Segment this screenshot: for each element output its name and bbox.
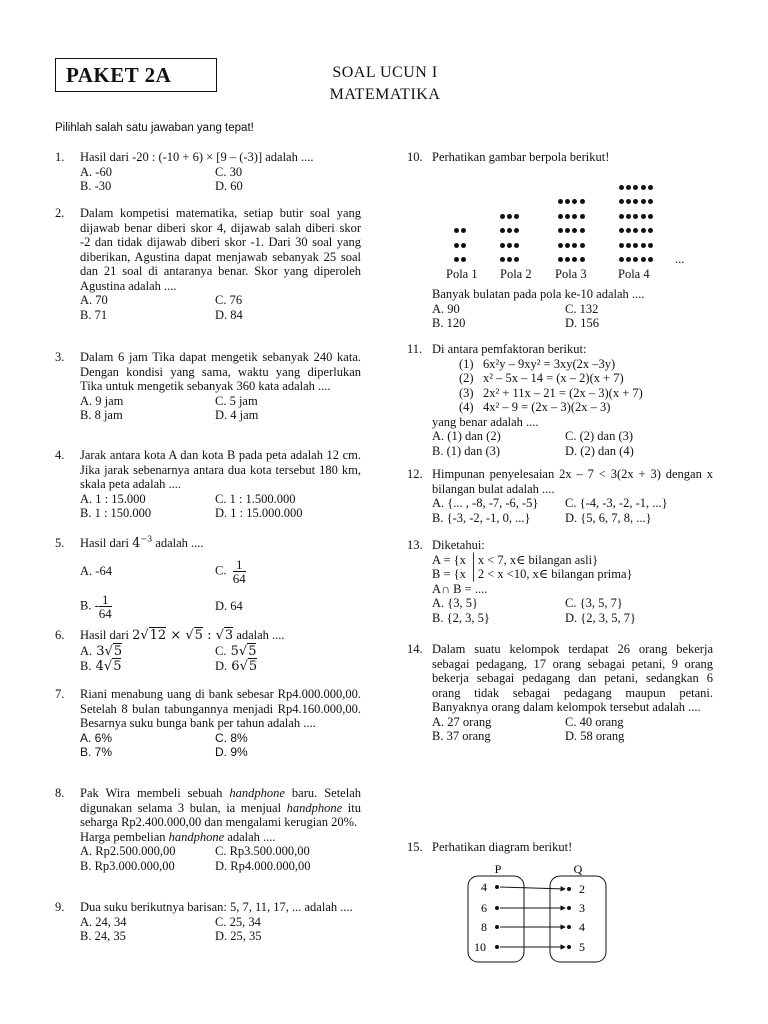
power-expression: $4^{-3}$ (132, 534, 153, 551)
pattern-2-dot (514, 228, 519, 233)
pattern-2-dot (507, 214, 512, 219)
pattern-4-dot (619, 199, 624, 204)
set-p-element: 6 (481, 901, 487, 915)
question-1 (55, 150, 361, 194)
pattern-1-dot (461, 228, 466, 233)
option-c[interactable]: C. Rp3.500.000,00 (215, 844, 310, 858)
pattern-4-dot (641, 243, 646, 248)
pola-label-2: Pola 2 (500, 267, 532, 281)
question-text: Dalam kompetisi matematika, setiap butir soal yang dijawab benar diberi skor 4, dijawab salah diberi skor -2 dan tidak dijawab diberi skor -1. Dari 30 soal yang diberikan, Agustina dapat menjawab sebanyak 25 soal dan 21 soal di antaranya benar. Skor yang diperoleh Agustina adalah .... (80, 206, 361, 293)
pattern-2-dot (507, 228, 512, 233)
option-d[interactable]: D. 58 orang (565, 729, 625, 743)
option-a[interactable]: A. 90 (432, 301, 460, 316)
pattern-3-dot (572, 228, 577, 233)
option-b[interactable]: B. 120 (432, 316, 466, 330)
set-p-dot (495, 906, 499, 910)
pattern-4-dot (633, 214, 638, 219)
option-b[interactable]: B. - $\frac{1}{64}$ (80, 591, 112, 621)
question-number: 5. (55, 536, 65, 550)
pattern-4-dot (648, 257, 653, 262)
set-q-label: Q (573, 862, 583, 876)
pattern-4-dot (626, 214, 631, 219)
option-a[interactable]: A. {... , -8, -7, -6, -5} (432, 496, 539, 510)
pattern-3-dot (558, 228, 563, 233)
arrow-diagram (462, 860, 612, 965)
option-d[interactable]: D. 25, 35 (215, 929, 262, 943)
question-10-prompt (407, 287, 713, 331)
title-line-1: SOAL UCUN I (332, 64, 438, 81)
question-number: 12. (407, 467, 423, 481)
option-a[interactable]: A. -60 (80, 164, 112, 179)
question-text: Hasil dari 2√12 × √5 : √3 adalah .... (80, 628, 285, 643)
pattern-4-dot (648, 243, 653, 248)
pattern-3-dot (558, 257, 563, 262)
question-subtext: Harga pembelian handphone adalah .... (80, 829, 276, 844)
pattern-4-dot (648, 199, 653, 204)
question-8 (55, 786, 361, 873)
pattern-4-dot (626, 243, 631, 248)
option-b[interactable]: B. {-3, -2, -1, 0, ...} (432, 510, 531, 525)
option-d[interactable]: D. 156 (565, 316, 600, 330)
option-a[interactable]: A. 3√5 (80, 643, 123, 659)
option-d[interactable]: D. (2) dan (4) (565, 443, 634, 458)
question-number: 2. (55, 206, 65, 220)
radical-expression: 2√12 × √5 : √3 (132, 628, 234, 643)
factor-item-2: (2) x² – 5x – 14 = (x – 2)(x + 7) (459, 371, 624, 385)
option-d[interactable]: D. {5, 6, 7, 8, ...} (565, 510, 652, 525)
option-c[interactable]: C. 25, 34 (215, 914, 261, 929)
pattern-3-dot (580, 214, 585, 219)
option-c[interactable]: C. {3, 5, 7} (565, 596, 623, 610)
pattern-4-dot (619, 228, 624, 233)
question-11 (407, 342, 713, 458)
option-d[interactable]: D. 64 (215, 598, 243, 613)
factor-item-1: (1) 6x²y – 9xy² = 3xy(2x –3y) (459, 356, 616, 371)
question-text: Himpunan penyelesaian 2x – 7 < 3(2x + 3) dengan x bilangan bulat adalah .... (432, 467, 713, 496)
pattern-3-dot (565, 228, 570, 233)
option-b[interactable]: B. 37 orang (432, 729, 491, 743)
option-b[interactable]: B. 8 jam (80, 408, 123, 422)
question-number: 13. (407, 538, 423, 552)
pattern-2-dot (500, 228, 505, 233)
set-q-dot (567, 945, 571, 949)
question-number: 11. (407, 342, 423, 356)
pattern-4-dot (633, 185, 638, 190)
option-a[interactable]: A. 70 (80, 293, 108, 307)
pattern-4-dot (619, 257, 624, 262)
set-p-label: P (494, 862, 502, 876)
pattern-3-dot (572, 199, 577, 204)
question-number: 8. (55, 786, 65, 800)
pattern-3-dot (558, 199, 563, 204)
pattern-3-dot (580, 257, 585, 262)
option-d[interactable]: D. 4 jam (215, 408, 259, 422)
pattern-1-dot (461, 243, 466, 248)
option-d[interactable]: D. 9% (215, 745, 248, 759)
option-c[interactable]: C. (2) dan (3) (565, 429, 634, 443)
set-q-element: 3 (579, 901, 585, 915)
question-text: Banyak bulatan pada pola ke-10 adalah .... (432, 287, 645, 301)
pattern-4-dot (619, 243, 624, 248)
set-p-element: 10 (474, 940, 486, 954)
question-9 (55, 900, 361, 944)
pola-label-3: Pola 3 (555, 267, 587, 281)
option-c[interactable]: C. 5 jam (215, 393, 258, 408)
question-7 (55, 687, 361, 760)
pattern-4-dot (633, 257, 638, 262)
paket-label: PAKET 2A (55, 58, 217, 92)
set-q-dot (567, 925, 571, 929)
question-6 (55, 628, 361, 675)
question-13 (407, 538, 713, 625)
page-title (290, 62, 480, 106)
pattern-4-dot (626, 257, 631, 262)
pattern-2-dot (514, 257, 519, 262)
pattern-4-dot (626, 185, 631, 190)
set-p-element: 8 (481, 920, 487, 934)
pattern-3-dot (558, 243, 563, 248)
option-a[interactable]: A. 24, 34 (80, 914, 127, 929)
question-14 (407, 642, 713, 744)
set-q-dot (567, 887, 571, 891)
question-number: 7. (55, 687, 65, 701)
set-a-definition: A = {x │x < 7, x∈ bilangan asli} (432, 552, 599, 567)
pattern-1-dot (454, 257, 459, 262)
option-b[interactable]: B. 4√5 (80, 659, 122, 674)
pattern-3-dot (565, 199, 570, 204)
question-number: 15. (407, 840, 423, 854)
question-tail: yang benar adalah .... (432, 414, 539, 429)
question-text: Hasil dari -20 : (-10 + 6) × [9 – (-3)] adalah .... (80, 150, 314, 164)
pattern-3-dot (565, 214, 570, 219)
pattern-4-dot (641, 185, 646, 190)
option-a[interactable]: A. 6% (80, 730, 113, 745)
pattern-3-dot (580, 243, 585, 248)
option-b[interactable]: B. 7% (80, 745, 113, 759)
pattern-3-dot (572, 214, 577, 219)
pattern-2-dot (500, 214, 505, 219)
pattern-3-dot (565, 243, 570, 248)
instruction: Pilihlah salah satu jawaban yang tepat! (55, 122, 254, 134)
option-a[interactable]: A. Rp2.500.000,00 (80, 844, 176, 858)
set-p-element: 4 (481, 880, 487, 894)
pola-ellipsis: ... (675, 252, 685, 266)
pattern-4-dot (633, 228, 638, 233)
pattern-2-dot (507, 257, 512, 262)
question-text: Pak Wira membeli sebuah handphone baru. Setelah digunakan selama 3 bulan, ia menjual handphone itu seharga Rp2.400.000,00 dan mengalami kerugian 20%. (80, 786, 362, 829)
set-p-dot (495, 925, 499, 929)
set-q-element: 2 (579, 882, 585, 896)
option-a[interactable]: A. -64 (80, 563, 112, 578)
intersection-prompt: A∩ B = .... (432, 581, 488, 596)
dot-pattern-figure (440, 170, 700, 270)
option-b[interactable]: B. Rp3.000.000,00 (80, 858, 175, 873)
question-2 (55, 206, 361, 322)
question-number: 4. (55, 448, 65, 462)
set-q-dot (567, 906, 571, 910)
option-a[interactable]: A. {3, 5} (432, 596, 479, 610)
pola-label-4: Pola 4 (618, 267, 650, 281)
pattern-4-dot (619, 214, 624, 219)
option-c[interactable]: C. 30 (215, 164, 243, 179)
question-text: Dalam 6 jam Tika dapat mengetik sebanyak 240 kata. Dengan kondisi yang sama, waktu yang diperlukan Tika untuk mengetik sebanyak 360 kata adalah .... (80, 350, 361, 393)
option-c[interactable]: C. 132 (565, 301, 599, 316)
set-q-element: 4 (579, 920, 585, 934)
pattern-3-dot (580, 199, 585, 204)
set-p-dot (495, 885, 499, 889)
option-c[interactable]: C. 40 orang (565, 714, 624, 729)
pattern-2-dot (507, 243, 512, 248)
factor-item-4: (4) 4x² – 9 = (2x – 3)(2x – 3) (459, 400, 611, 414)
pattern-4-dot (626, 199, 631, 204)
pattern-4-dot (633, 199, 638, 204)
pattern-4-dot (641, 228, 646, 233)
pola-label-1: Pola 1 (446, 267, 478, 281)
option-a[interactable]: A. (1) dan (2) (432, 429, 501, 443)
option-b[interactable]: B. 24, 35 (80, 929, 126, 943)
option-c[interactable]: C. 1 : 1.500.000 (215, 491, 296, 506)
question-number: 6. (55, 628, 65, 642)
question-number: 10. (407, 150, 423, 164)
question-4 (55, 448, 361, 521)
option-c[interactable]: C. 76 (215, 293, 243, 307)
option-b[interactable]: B. 71 (80, 307, 108, 322)
question-text: Riani menabung uang di bank sebesar Rp4.000.000,00. Setelah 8 bulan tabungannya menjadi Rp4.160.000,00. Besarnya suku bunga bank per tahun adalah .... (80, 687, 361, 730)
pattern-4-dot (641, 257, 646, 262)
question-text: Diketahui: (432, 538, 485, 552)
option-b[interactable]: B. {2, 3, 5} (432, 610, 490, 625)
set-b-definition: B = {x │2 < x <10, x∈ bilangan prima} (432, 567, 633, 581)
question-text: Perhatikan diagram berikut! (432, 840, 573, 854)
factor-item-3: (3) 2x² + 11x – 21 = (2x – 3)(x + 7) (459, 385, 643, 400)
pattern-1-dot (454, 228, 459, 233)
option-c[interactable]: C. 8% (215, 730, 248, 745)
option-b[interactable]: B. 1 : 150.000 (80, 506, 152, 520)
pattern-3-dot (580, 228, 585, 233)
pattern-4-dot (626, 228, 631, 233)
question-number: 14. (407, 642, 423, 656)
pattern-4-dot (633, 243, 638, 248)
question-5 (55, 536, 361, 620)
option-a[interactable]: A. 27 orang (432, 714, 492, 729)
title-line-2: MATEMATIKA (329, 86, 441, 103)
pattern-4-dot (641, 214, 646, 219)
option-a[interactable]: A. 1 : 15.000 (80, 491, 146, 506)
pattern-2-dot (500, 243, 505, 248)
question-10 (407, 150, 713, 165)
option-d[interactable]: D. {2, 3, 5, 7} (565, 610, 637, 625)
set-p-dot (495, 945, 499, 949)
pattern-3-dot (558, 214, 563, 219)
pattern-1-dot (461, 257, 466, 262)
question-12 (407, 467, 713, 525)
question-number: 3. (55, 350, 65, 364)
question-text: Dalam suatu kelompok terdapat 26 orang bekerja sebagai pedagang, 17 orang sebagai petani, 9 orang bekerja sebagai pedagang dan petani, sedangkan 6 orang tidak sebagai pedagang maupun petani. Banyaknya orang dalam kelompok tersebut adalah .... (432, 642, 713, 714)
pattern-4-dot (648, 228, 653, 233)
pattern-3-dot (572, 243, 577, 248)
pattern-4-dot (619, 185, 624, 190)
question-3 (55, 350, 361, 423)
option-b[interactable]: B. (1) dan (3) (432, 443, 501, 458)
option-c[interactable]: C. 5√5 (215, 643, 257, 659)
question-15 (407, 840, 713, 855)
option-b[interactable]: B. -30 (80, 179, 112, 193)
question-text: Di antara pemfaktoran berikut: (432, 342, 587, 356)
relation-arrow (500, 887, 565, 889)
pattern-1-dot (454, 243, 459, 248)
option-d[interactable]: D. 6√5 (215, 659, 258, 674)
factor-list (459, 357, 713, 415)
pattern-2-dot (500, 257, 505, 262)
option-d[interactable]: D. 1 : 15.000.000 (215, 506, 303, 520)
pattern-3-dot (565, 257, 570, 262)
pattern-2-dot (514, 243, 519, 248)
pattern-4-dot (648, 214, 653, 219)
pattern-4-dot (648, 185, 653, 190)
question-text: Perhatikan gambar berpola berikut! (432, 150, 610, 164)
set-q-element: 5 (579, 940, 585, 954)
option-c[interactable]: C. $\frac{1}{64}$ (215, 556, 246, 586)
option-d[interactable]: D. Rp4.000.000,00 (215, 858, 311, 873)
question-text: Jarak antara kota A dan kota B pada peta adalah 12 cm. Jika jarak sebenarnya antara dua kota tersebut 180 km, skala peta adalah .... (80, 448, 361, 491)
question-number: 1. (55, 150, 65, 164)
pattern-4-dot (641, 199, 646, 204)
option-c[interactable]: C. {-4, -3, -2, -1, ...} (565, 496, 668, 510)
question-text: Dua suku berikutnya barisan: 5, 7, 11, 17, ... adalah .... (80, 900, 353, 914)
question-number: 9. (55, 900, 65, 914)
pattern-3-dot (572, 257, 577, 262)
option-d[interactable]: D. 84 (215, 307, 243, 322)
option-a[interactable]: A. 9 jam (80, 393, 124, 408)
pattern-2-dot (514, 214, 519, 219)
question-text: Hasil dari $4^{-3}$ adalah .... (80, 534, 204, 551)
option-d[interactable]: D. 60 (215, 179, 243, 193)
